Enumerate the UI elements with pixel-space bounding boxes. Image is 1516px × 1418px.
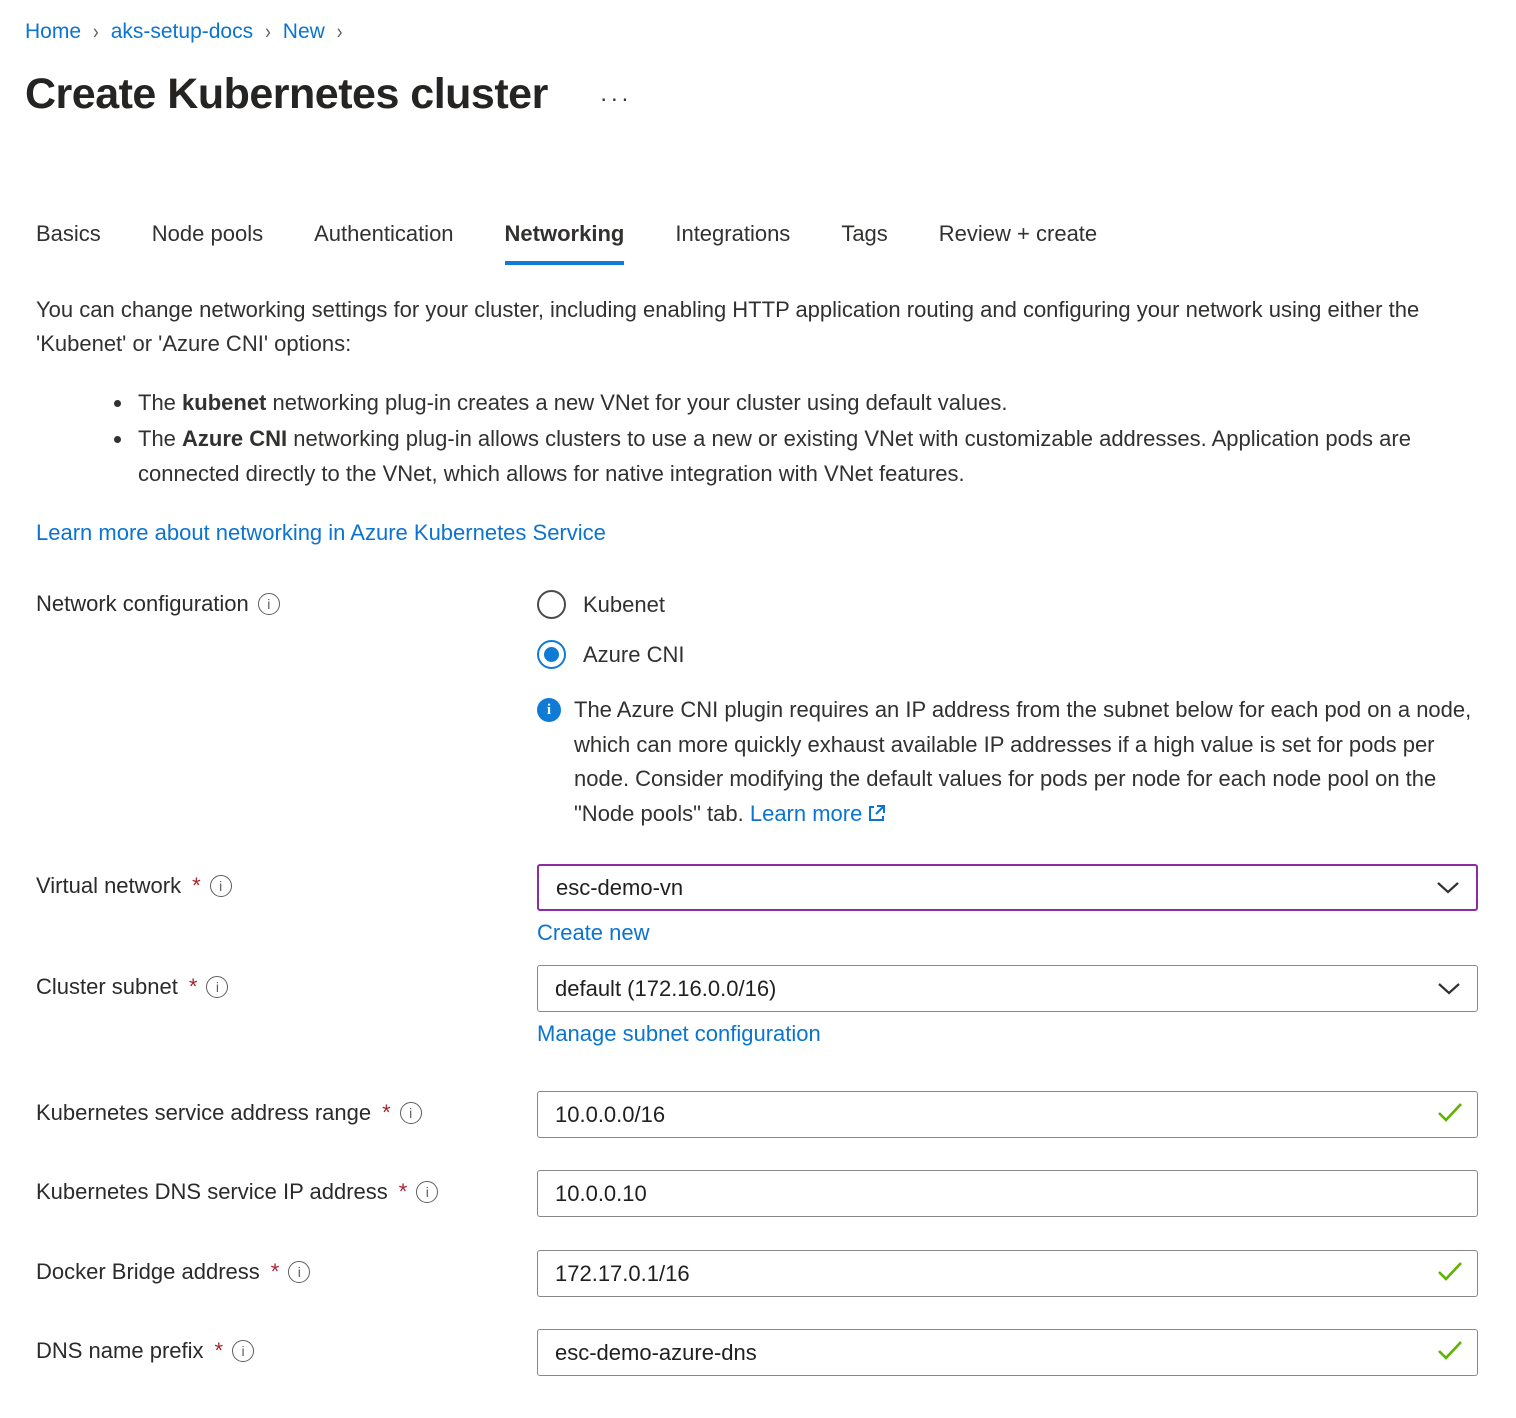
dns-name-prefix-input[interactable] <box>555 1330 1429 1375</box>
service-address-range-row <box>36 1091 1478 1138</box>
valid-checkmark-icon <box>1436 1339 1464 1367</box>
service-address-range-label: Kubernetes service address range <box>36 1100 372 1125</box>
dns-service-ip-label: Kubernetes DNS service IP address <box>36 1179 388 1204</box>
valid-checkmark-icon <box>1436 1101 1464 1129</box>
docker-bridge-field <box>537 1250 1478 1297</box>
dns-name-prefix-field <box>537 1329 1478 1376</box>
breadcrumb <box>25 20 1478 44</box>
breadcrumb-chevron-icon: › <box>93 19 99 44</box>
tab-integrations[interactable]: Integrations <box>675 221 791 246</box>
info-icon[interactable]: i <box>258 593 280 615</box>
info-icon[interactable]: i <box>288 1261 310 1283</box>
wizard-tabs <box>36 221 1478 265</box>
info-icon[interactable]: i <box>206 976 228 998</box>
page-title: Create Kubernetes cluster <box>25 70 548 118</box>
required-asterisk: * <box>188 974 198 999</box>
info-learn-more-link[interactable]: Learn more <box>749 800 863 826</box>
azure-cni-info-note <box>537 693 1478 833</box>
radio-kubenet[interactable]: Kubenet <box>537 590 1478 619</box>
network-configuration-row <box>36 590 1478 833</box>
external-link-icon <box>867 799 886 834</box>
breadcrumb-new[interactable]: New <box>282 20 325 43</box>
tab-review-create[interactable]: Review + create <box>938 221 1098 246</box>
info-note-text: The Azure CNI plugin requires an IP address from the subnet below for each pod on a node, which can more quickly exhaust available IP addresses if a high value is set for pods per node. Consider modifying the default values for pods per node for each node pool on the "Node pools" tab. <box>574 697 1472 826</box>
breadcrumb-aks-setup-docs[interactable]: aks-setup-docs <box>110 20 254 43</box>
info-icon[interactable]: i <box>210 875 232 897</box>
networking-intro-text: You can change networking settings for your cluster, including enabling HTTP application routing and configuring your network using either the 'Kubenet' or 'Azure CNI' options: <box>36 297 1420 356</box>
tab-authentication[interactable]: Authentication <box>314 221 454 246</box>
breadcrumb-chevron-icon: › <box>336 19 343 44</box>
radio-azure-cni[interactable]: Azure CNI <box>537 640 1478 669</box>
required-asterisk: * <box>398 1179 408 1204</box>
chevron-down-icon <box>1436 875 1460 901</box>
learn-more-networking-link[interactable]: Learn more about networking in Azure Kubernetes Service <box>36 520 606 545</box>
info-icon[interactable]: i <box>232 1340 254 1362</box>
docker-bridge-label: Docker Bridge address <box>36 1259 260 1284</box>
cluster-subnet-row <box>36 965 1478 1047</box>
network-configuration-label: Network configuration <box>36 591 249 616</box>
bullet-azure-cni: • The Azure CNI networking plug-in allows clusters to use a new or existing VNet with customizable addresses. Application pods are connected directly to the VNet, which allows for native integration with VNet features. <box>134 421 1436 491</box>
more-options-ellipsis-icon[interactable]: ··· <box>599 85 632 111</box>
breadcrumb-home[interactable]: Home <box>25 20 82 43</box>
info-icon[interactable]: i <box>416 1181 438 1203</box>
valid-checkmark-icon <box>1436 1260 1464 1288</box>
tab-basics[interactable]: Basics <box>36 221 101 246</box>
create-new-vnet-link[interactable]: Create new <box>537 920 650 945</box>
virtual-network-row <box>36 864 1478 946</box>
docker-bridge-row <box>36 1250 1478 1297</box>
dns-name-prefix-row <box>36 1329 1478 1376</box>
radio-unselected-icon <box>537 590 566 619</box>
dns-service-ip-input[interactable] <box>555 1171 1429 1216</box>
docker-bridge-input[interactable] <box>555 1251 1429 1296</box>
bullet-kubenet: • The kubenet networking plug-in creates a new VNet for your cluster using default values. <box>134 385 1436 420</box>
dns-service-ip-field <box>537 1170 1478 1217</box>
service-address-range-field <box>537 1091 1478 1138</box>
virtual-network-label: Virtual network <box>36 873 182 898</box>
tab-node-pools[interactable]: Node pools <box>151 221 264 246</box>
tab-networking[interactable]: Networking <box>505 221 625 265</box>
info-filled-icon: i <box>537 698 561 722</box>
required-asterisk: * <box>382 1100 391 1125</box>
manage-subnet-configuration-link[interactable]: Manage subnet configuration <box>537 1021 821 1046</box>
tab-tags[interactable]: Tags <box>841 221 888 246</box>
info-icon[interactable]: i <box>400 1102 422 1124</box>
required-asterisk: * <box>270 1259 280 1284</box>
dns-service-ip-row <box>36 1170 1478 1217</box>
cluster-subnet-dropdown[interactable]: default (172.16.0.0/16) <box>537 965 1478 1012</box>
service-address-range-input[interactable] <box>555 1092 1429 1137</box>
cluster-subnet-label: Cluster subnet <box>36 974 178 999</box>
virtual-network-dropdown[interactable]: esc-demo-vn <box>537 864 1478 911</box>
chevron-down-icon <box>1437 976 1461 1002</box>
breadcrumb-chevron-icon: › <box>265 19 271 44</box>
dns-name-prefix-label: DNS name prefix <box>36 1338 204 1363</box>
radio-selected-icon <box>537 640 566 669</box>
plugin-bullet-list <box>36 385 1436 491</box>
required-asterisk: * <box>214 1338 224 1363</box>
required-asterisk: * <box>192 873 201 898</box>
